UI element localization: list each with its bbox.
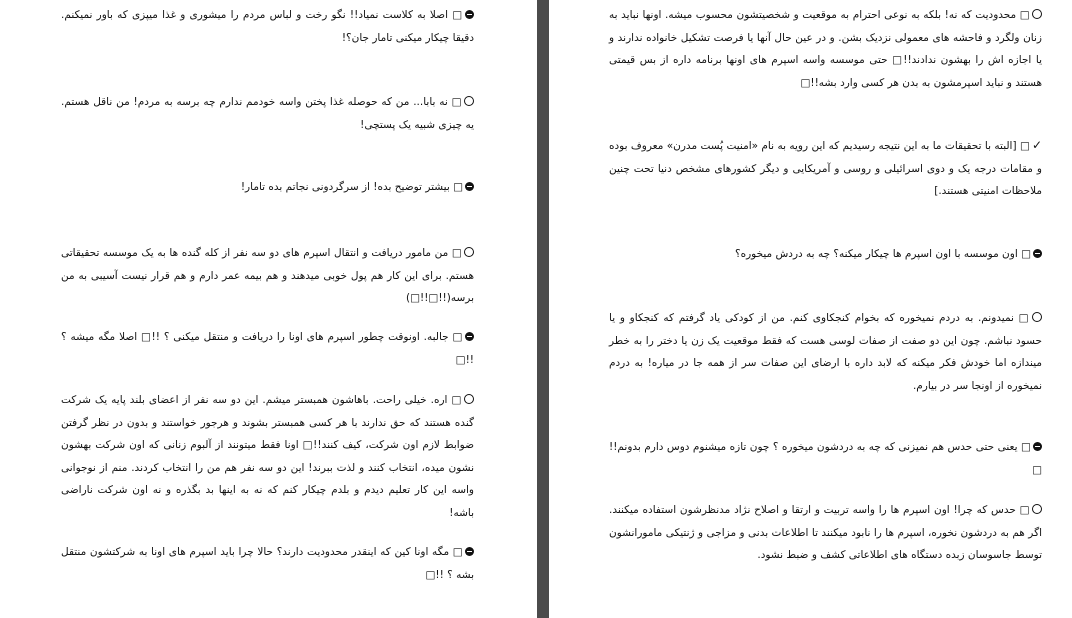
paragraph-text: □ اره. خیلی راحت. باهاشون همبستر میشم. این دو سه نفر از اعضای بلند پایه یک شرکت گنده هستند که حق ندارند با هر کسی همبستر بشوند و هرجور خواستند و بدون در نظر گرفتن ضوابط لازم اون شرکت، کیف کنند!!□ اونا فقط میتونند از آلبوم زنانی که اون شرکت بهشون نشون میده، انتخاب کنند و لذت ببرند! این دو سه نفر هم من را انتخاب کردند. منم از نوجوانی واسه این کار تعلیم دیدم و بلدم چیکار کنم که نه به اینها بد بگذره و نه اون شرکت ناراضی باشه! [61,394,474,519]
paragraph [609,134,1042,203]
bullet-solid-icon [1033,442,1042,451]
paragraph-text: □ نمیدونم. به دردم نمیخوره که بخوام کنجکاوی کنم. من از کودکی یاد گرفتم که کنجکاو و یا حسود نباشم. چون این دو صفت از صفات لوسی هست که فقط موقعیت یک زن یا دختر را به خطر میندازه اما خودش فکر میکنه که لابد داره با ارضای این صفات سر از همه جا در میاره! به دردم نمیخوره از اونجا سر در بیارم. [609,312,1042,392]
checkmark-icon: ✓ [1031,138,1042,152]
paragraph [609,243,1042,266]
bullet-solid-icon [1033,249,1042,258]
paragraph [609,436,1042,481]
paragraph [609,307,1042,397]
bullet-open-icon [1032,9,1042,19]
paragraph-text: □ من مامور دریافت و انتقال اسپرم های دو سه نفر از کله گنده ها به یک موسسه تحقیقاتی هستم. برای این کار هم پول خوبی میدهند و هم بیمه عمر دارم و هم قرار نیست آسیبی به من برسه(!!□!!□) [61,247,474,304]
paragraph-text: □ حدس که چرا! اون اسپرم ها را واسه تربیت و ارتقا و اصلاح نژاد مدنظرشون استفاده میکنند. اگر هم به دردشون نخوره، اسپرم ها را نابود میکنند تا اطلاعات بدنی و مزاجی و ژنتیکی مامورانشون توسط جاسوسان زبده دستگاه های اطلاعاتی کشف و ضبط نشود. [609,504,1042,561]
paragraph-text: □ اون موسسه با اون اسپرم ها چیکار میکنه؟ چه به دردش میخوره؟ [735,248,1031,260]
paragraph-text: □ یعنی حتی حدس هم نمیزنی که چه به دردشون میخوره ؟ چون تازه میشنوم دوس دارم بدونم!!□ [609,441,1042,476]
paragraph-text: □ جالبه. اونوقت چطور اسپرم های اونا را دریافت و منتقل میکنی ؟ !!□ اصلا مگه میشه ؟ !!□ [61,331,474,366]
paragraph-text: □ نه بابا... من که حوصله غذا پختن واسه خودمم ندارم چه برسه به مردم! من ناقل هستم. یه چیزی شبیه یک پستچی! [61,96,474,131]
paragraph-text: □ [البته با تحقیقات ما به این نتیجه رسیدیم که این رویه به نام «امنیت پُست مدرن» معروف بوده و مقامات درجه یک و دوی اسرائیلی و روسی و آمریکایی و دیگر کشورهای مشخص دنیا تحت چنین ملاحظات امنیتی هستند.] [609,140,1042,197]
paragraph [609,4,1042,94]
paragraph-text: □ اصلا به کلاست نمیاد!! نگو رخت و لباس مردم را میشوری و غذا میپزی که باور نمیکنم. دقیقا چیکار میکنی تامار جان؟! [61,9,474,44]
paragraph [609,499,1042,567]
paragraph-text: □ مگه اونا کین که اینقدر محدودیت دارند؟ حالا چرا باید اسپرم های اونا به شرکتشون منتقل بشه ؟ !!□ [61,546,474,581]
bullet-open-icon [1032,312,1042,322]
bullet-open-icon [1032,504,1042,514]
paragraph-text: □ بیشتر توضیح بده! از سرگردونی نجاتم بده تامار! [240,181,463,193]
paragraph-text: □ محدودیت که نه! بلکه به نوعی احترام به موقعیت و شخصیتشون محسوب میشه. اونها نباید به زنان ولگرد و فاحشه های معمولی نزدیک بشن. و در عین حال آنها یا فرصت تشکیل خانواده ندارند و یا اجازه اش را بهشون ندادند!!□ حتی موسسه واسه اسپرم های اونها برنامه داره از بس قیمتی هستند و نباید اسپرمشون به بدن هر کسی وارد بشه!!□ [609,9,1042,89]
